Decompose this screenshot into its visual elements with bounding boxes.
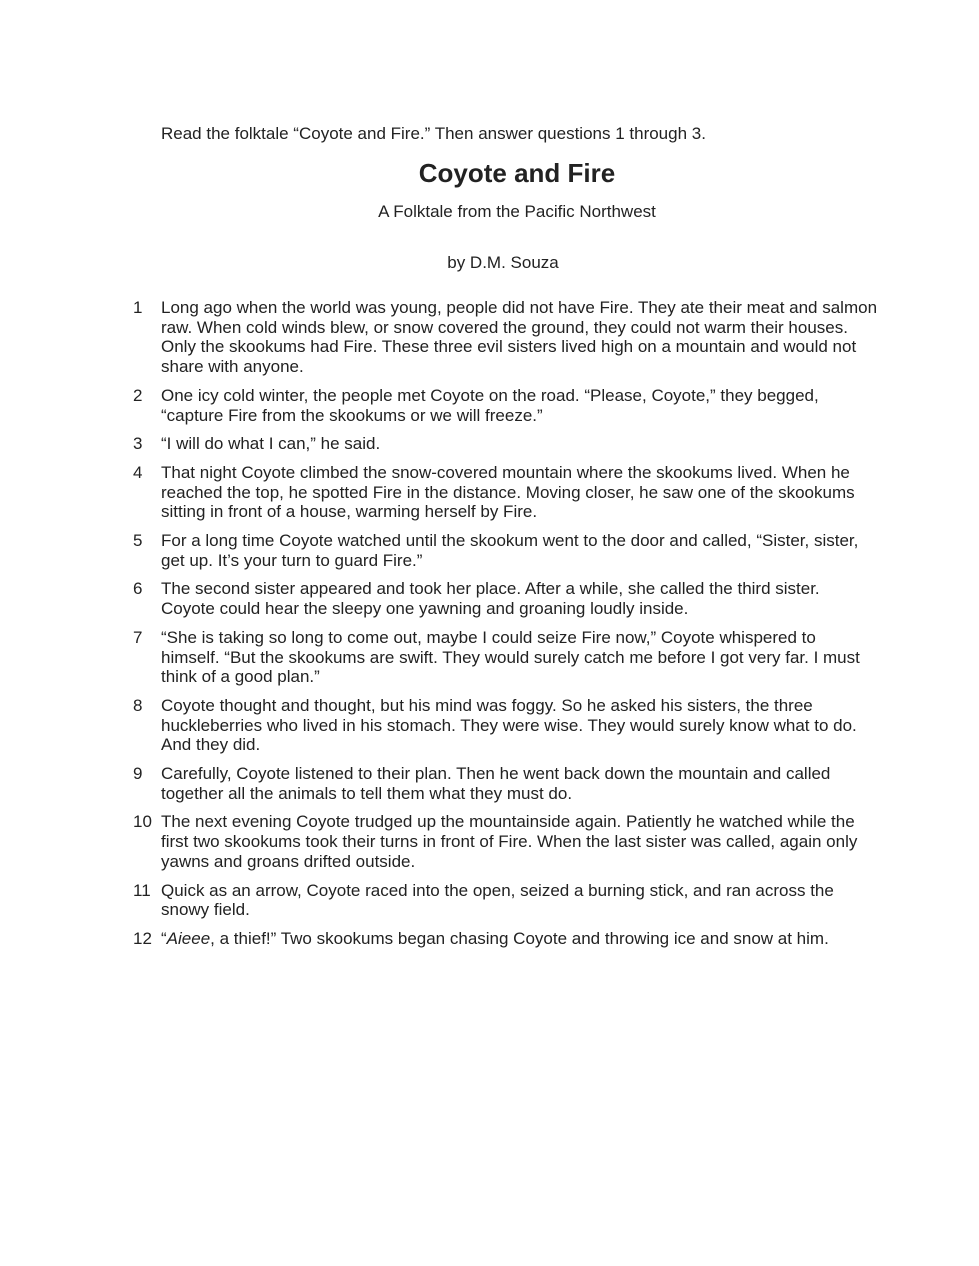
- paragraph-text: Coyote thought and thought, but his mind was foggy. So he asked his sisters, the three huckleberries who lived in his stomach. They were wise. They would surely know what to do. And they did.: [161, 695, 857, 755]
- paragraph-number: 5: [133, 531, 143, 551]
- paragraph-number: 11: [133, 880, 151, 900]
- paragraph-8: [133, 696, 878, 755]
- story-title: Coyote and Fire: [418, 158, 616, 188]
- paragraph-text: That night Coyote climbed the snow-covered mountain where the skookums lived. When he reached the top, he spotted Fire in the distance. Moving closer, he saw one of the skookums sitting in front of a house, warming herself by Fire.: [161, 462, 855, 522]
- story-body: [133, 298, 878, 958]
- paragraph-number: 9: [133, 764, 143, 784]
- author-byline: by D.M. Souza: [447, 253, 559, 272]
- paragraph-7: [133, 628, 878, 687]
- quote-open: “: [161, 928, 167, 948]
- paragraph-3: [133, 434, 878, 454]
- story-subtitle: A Folktale from the Pacific Northwest: [378, 202, 656, 221]
- paragraph-number: 3: [133, 434, 143, 454]
- paragraph-6: [133, 579, 878, 618]
- paragraph-text: “She is taking so long to come out, maybe I could seize Fire now,” Coyote whispered to himself. “But the skookums are swift. They would surely catch me before I got very far. I must think of a good plan.”: [161, 627, 860, 687]
- paragraph-text: [161, 929, 878, 949]
- paragraph-10: [133, 812, 878, 871]
- paragraph-number: 4: [133, 462, 143, 482]
- paragraph-11: [133, 881, 878, 920]
- instructions: Read the folktale “Coyote and Fire.” Then answer questions 1 through 3.: [161, 124, 706, 143]
- paragraph-5: [133, 531, 878, 570]
- paragraph-text: Long ago when the world was young, people did not have Fire. They ate their meat and salmon raw. When cold winds blew, or snow covered the ground, they could not warm their houses. Only the skookums had Fire. These three evil sisters lived high on a mountain and would not share with anyone.: [161, 298, 878, 377]
- paragraph-number: 1: [133, 298, 143, 317]
- paragraph-9: [133, 764, 878, 803]
- paragraph-number: 6: [133, 579, 143, 599]
- paragraph-number: 10: [133, 812, 152, 832]
- quote-rest: , a thief!” Two skookums began chasing Coyote and throwing ice and snow at him.: [210, 928, 829, 948]
- paragraph-number: 12: [133, 928, 152, 948]
- paragraph-number: 2: [133, 385, 143, 405]
- paragraph-text: One icy cold winter, the people met Coyote on the road. “Please, Coyote,” they begged, “capture Fire from the skookums or we will freeze.”: [161, 385, 819, 425]
- paragraph-text: The second sister appeared and took her place. After a while, she called the third sister. Coyote could hear the sleepy one yawning and groaning loudly inside.: [161, 579, 820, 619]
- paragraph-text: Carefully, Coyote listened to their plan. Then he went back down the mountain and called together all the animals to tell them what they must do.: [161, 764, 831, 803]
- paragraph-text: Quick as an arrow, Coyote raced into the open, seized a burning stick, and ran across the snowy field.: [161, 880, 834, 920]
- paragraph-2: [133, 386, 878, 425]
- paragraph-text: For a long time Coyote watched until the skookum went to the door and called, “Sister, sister, get up. It’s your turn to guard Fire.”: [161, 531, 859, 570]
- paragraph-number: 8: [133, 695, 143, 715]
- italic-exclamation: Aieee: [166, 928, 211, 948]
- paragraph-12: [133, 929, 878, 949]
- paragraph-4: [133, 463, 878, 522]
- paragraph-number: 7: [133, 627, 143, 647]
- paragraph-text: “I will do what I can,” he said.: [161, 434, 381, 454]
- paragraph-text: The next evening Coyote trudged up the mountainside again. Patiently he watched while the first two skookums took their turns in front of Fire. When the last sister was called, again only yawns and groans drifted outside.: [161, 812, 858, 871]
- paragraph-1: [133, 298, 878, 377]
